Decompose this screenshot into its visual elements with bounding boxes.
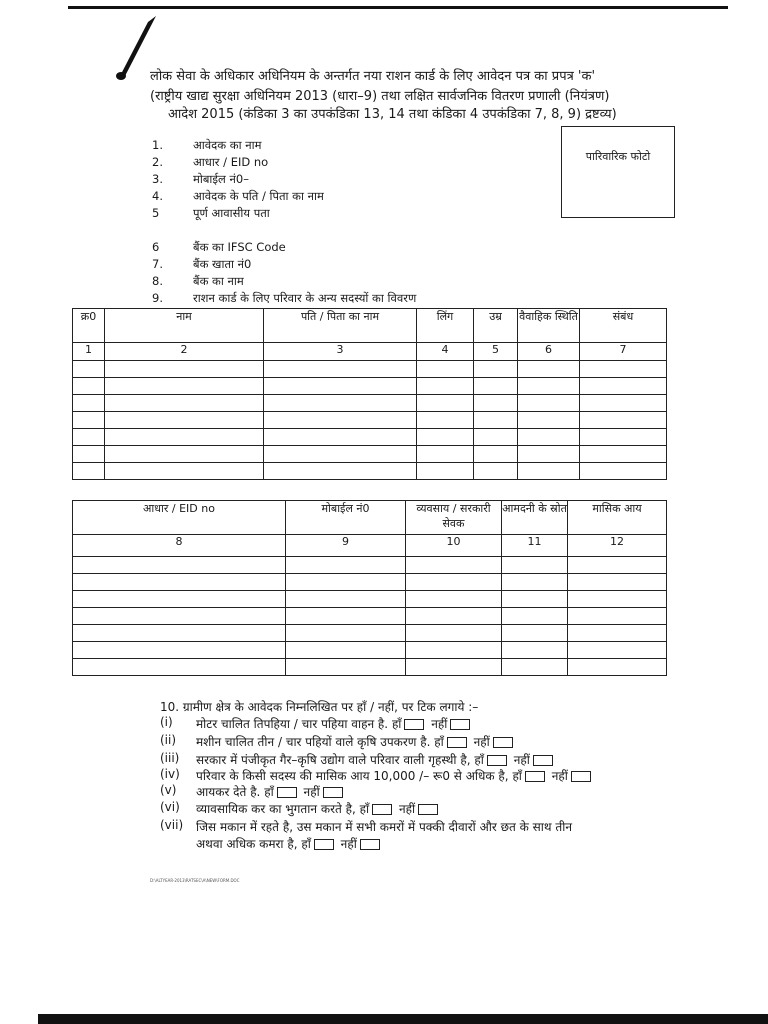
form-title: लोक सेवा के अधिकार अधिनियम के अन्तर्गत नया राशन कार्ड के लिए आवेदन पत्र का प्रपत्र 'क' [150,69,596,84]
question-number: (ii) [160,733,177,747]
table-number-row [73,535,667,557]
yes-label: हॉं [474,753,484,767]
table-row[interactable] [73,378,667,395]
table-row[interactable] [73,608,667,625]
yes-checkbox[interactable] [525,771,545,782]
field-label: आवेदक का नाम [193,138,262,152]
col-number: 12 [568,535,667,557]
col-number: 11 [502,535,568,557]
field-number: 5 [152,206,160,220]
col-header-age: उम्र [474,309,518,343]
no-checkbox[interactable] [571,771,591,782]
col-header-monthly-income: मासिक आय [568,501,667,535]
question-number: (iii) [160,751,180,765]
col-number: 8 [73,535,286,557]
field-number: 2. [152,155,163,169]
question-text-row [196,733,516,750]
field-label: राशन कार्ड के लिए परिवार के अन्य सदस्यों का विवरण [193,291,417,305]
field-number: 1. [152,138,163,152]
field-number: 3. [152,172,163,186]
file-path-footer: D:\ALTYEAR-2013\RATSEC\A\NEW\FORM.DOC [150,878,240,883]
yes-label: हॉं [434,735,444,749]
no-checkbox[interactable] [493,737,513,748]
field-number: 6 [152,240,160,254]
table-row[interactable] [73,395,667,412]
table-header-row [73,309,667,343]
col-header-aadhaar: आधार / EID no [73,501,286,535]
question-number: (vi) [160,800,180,814]
question-ii [0,733,768,751]
field-label: मोबाईल नं0– [193,172,249,186]
yes-checkbox[interactable] [314,839,334,850]
field-label: आवेदक के पति / पिता का नाम [193,189,324,203]
field-label: बैंक का नाम [193,274,244,288]
col-number: 10 [406,535,502,557]
yes-label: हॉं [301,837,311,851]
table-row[interactable] [73,429,667,446]
question-vi [0,800,768,818]
table-row[interactable] [73,557,667,574]
question-i [0,715,768,733]
col-header-mobile: मोबाईल नं0 [286,501,406,535]
question-text: व्यावसायिक कर का भुगतान करते है, [196,802,356,816]
field-number: 7. [152,257,163,271]
question-text-row [196,783,346,800]
no-label: नहीं [340,837,357,851]
yes-checkbox[interactable] [277,787,297,798]
field-label: बैंक का IFSC Code [193,240,286,254]
col-header-gender: लिंग [417,309,474,343]
no-checkbox[interactable] [323,787,343,798]
field-number: 9. [152,291,163,305]
yes-checkbox[interactable] [447,737,467,748]
col-number: 4 [417,343,474,361]
yes-checkbox[interactable] [372,804,392,815]
question-number: (vii) [160,818,184,832]
question-text: जिस मकान में रहते है, उस मकान में सभी कमरों में पक्की दीवारों और छत के साथ तीन [196,820,572,834]
question-text-row [196,800,441,817]
table-number-row [73,343,667,361]
family-members-table [72,308,667,480]
question-text: मशीन चालित तीन / चार पहियों वाले कृषि उपकरण है. [196,735,431,749]
yes-checkbox[interactable] [404,719,424,730]
col-number: 7 [580,343,667,361]
top-border-line [68,6,728,9]
table-row[interactable] [73,463,667,480]
question-text-row [196,835,383,852]
table-row[interactable] [73,574,667,591]
no-label: नहीं [513,753,530,767]
col-number: 9 [286,535,406,557]
col-header-serial: क्र0 [73,309,105,343]
table-row[interactable] [73,591,667,608]
question-text-row [196,715,473,732]
field-label: बैंक खाता नं0 [193,257,252,271]
bottom-scan-edge [38,1014,768,1024]
form-subtitle: (राष्ट्रीय खाद्य सुरक्षा अधिनियम 2013 (धारा–9) तथा लक्षित सार्वजनिक वितरण प्रणाली (नियंत्रण) [150,89,610,104]
yes-label: हॉं [359,802,370,816]
field-label: आधार / EID no [193,155,269,169]
no-checkbox[interactable] [360,839,380,850]
question-text-row [196,767,594,784]
field-number: 4. [152,189,163,203]
col-number: 2 [105,343,264,361]
table-row[interactable] [73,642,667,659]
question-number: (v) [160,783,177,797]
field-number: 8. [152,274,163,288]
no-checkbox[interactable] [450,719,470,730]
question-text: आयकर देते है. [196,785,261,799]
no-label: नहीं [473,735,490,749]
col-number: 1 [73,343,105,361]
yes-label: हॉं [512,769,522,783]
question-text-cont: अथवा अधिक कमरा है, [196,837,298,851]
yes-label: हॉं [391,717,402,731]
table-header-row [73,501,667,535]
col-number: 5 [474,343,518,361]
field-label: पूर्ण आवासीय पता [193,206,270,220]
question-text: सरकार में पंजीकृत गैर–कृषि उद्योग वाले परिवार वाली गृहस्थी है, [196,753,471,767]
no-label: नहीं [398,802,416,816]
photo-label: पारिवारिक फोटो [585,150,651,163]
yes-checkbox[interactable] [487,755,507,766]
table-row[interactable] [73,361,667,378]
question-number: (iv) [160,767,180,781]
table-row[interactable] [73,625,667,642]
question-number: (i) [160,715,173,729]
no-label: नहीं [431,717,448,731]
col-header-name: नाम [105,309,264,343]
col-header-relation: संबंध [580,309,667,343]
question-text: परिवार के किसी सदस्य की मासिक आय 10,000 /– रू0 से अधिक है, [196,769,509,783]
table-row[interactable] [73,446,667,463]
col-number: 3 [264,343,417,361]
col-header-marital-status: वैवाहिक स्थिति [518,309,580,343]
family-members-table-2 [72,500,667,676]
table-row[interactable] [73,412,667,429]
col-number: 6 [518,343,580,361]
question-text: मोटर चालित तिपहिया / चार पहिया वाहन है. [196,717,389,731]
section-10-title: 10. ग्रामीण क्षेत्र के आवेदक निम्नलिखित पर हॉं / नहीं, पर टिक लगाये :– [160,700,479,714]
col-header-income-source: आमदनी के स्रोत [502,501,568,535]
no-checkbox[interactable] [533,755,553,766]
question-vii [0,818,768,854]
col-header-father-name: पति / पिता का नाम [264,309,417,343]
table-row[interactable] [73,659,667,676]
question-text-row [196,751,556,768]
form-subtitle-2: आदेश 2015 (कंडिका 3 का उपकंडिका 13, 14 तथा कंडिका 4 उपकंडिका 7, 8, 9) द्रष्टव्य) [168,107,617,122]
family-photo-box[interactable] [561,126,675,218]
col-header-occupation: व्यवसाय / सरकारी सेवक [406,501,502,535]
no-label: नहीं [303,785,320,799]
yes-label: हॉं [264,785,274,799]
no-label: नहीं [551,769,568,783]
question-v [0,783,768,801]
no-checkbox[interactable] [418,804,438,815]
